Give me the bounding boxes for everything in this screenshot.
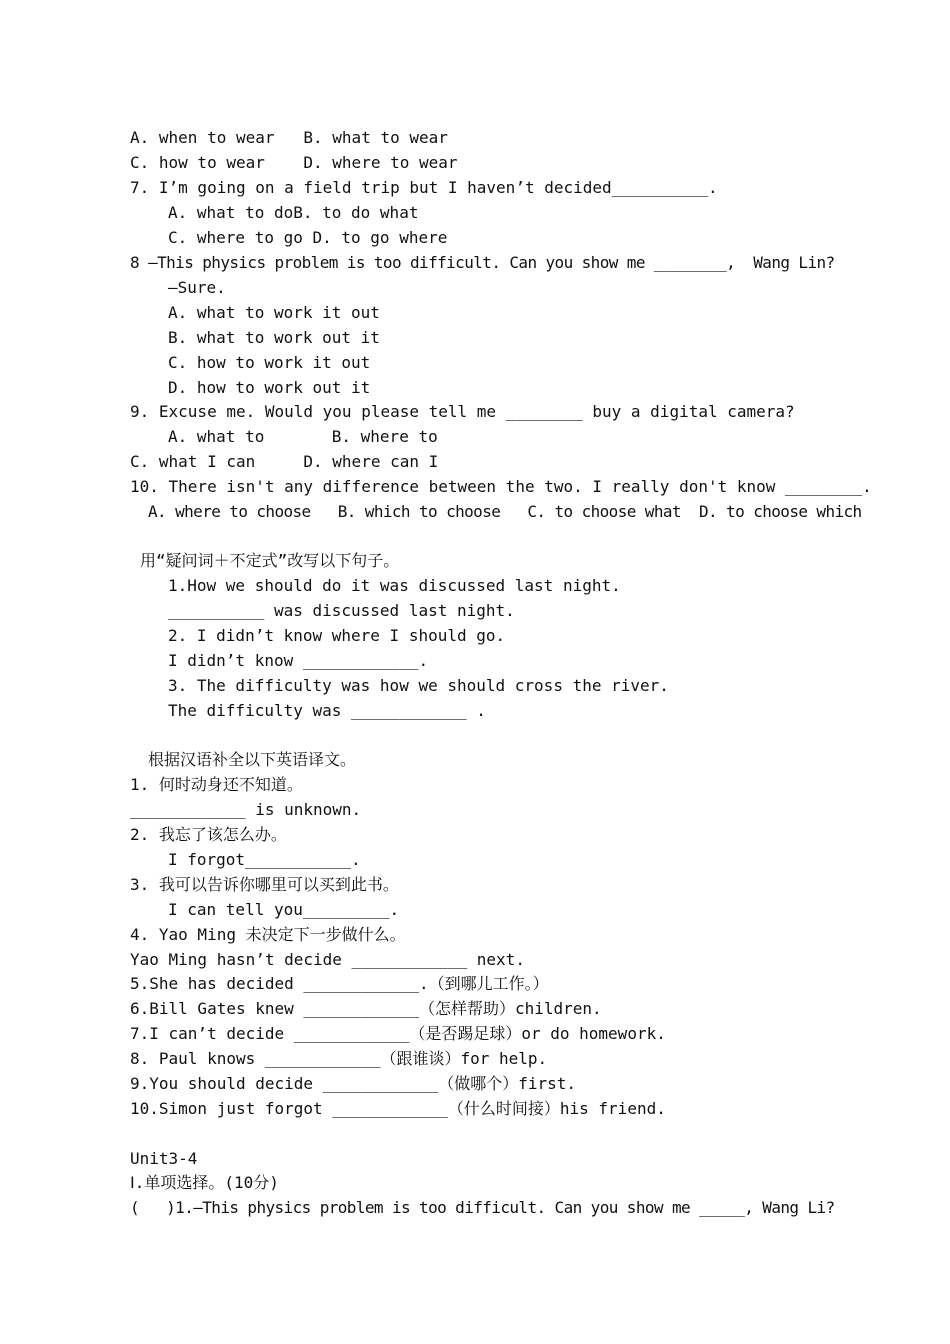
rewrite-item-2-blank: I didn’t know ____________. bbox=[168, 651, 429, 670]
translate-item-8: 8. Paul knows ____________（跟谁谈）for help. bbox=[130, 1049, 548, 1068]
translate-item-4: 4. Yao Ming 未决定下一步做什么。 bbox=[130, 925, 406, 944]
translate-item-3-blank: I can tell you_________. bbox=[168, 900, 400, 919]
translate-item-2: 2. 我忘了该怎么办。 bbox=[130, 825, 287, 844]
q10-options: A. where to choose B. which to choose C. to choose what D. to choose which bbox=[148, 502, 862, 521]
rewrite-item-1-blank: __________ was discussed last night. bbox=[168, 601, 515, 620]
translate-item-6: 6.Bill Gates knew ____________（怎样帮助）children. bbox=[130, 999, 602, 1018]
q8-option-a: A. what to work it out bbox=[168, 303, 380, 322]
q8-option-d: D. how to work out it bbox=[168, 378, 371, 397]
q7-options-ab: A. what to doB. to do what bbox=[168, 203, 419, 222]
rewrite-section-heading: 用“疑问词＋不定式”改写以下句子。 bbox=[140, 551, 400, 570]
q8-question: 8 —This physics problem is too difficult. Can you show me ________, Wang Lin? bbox=[130, 253, 835, 272]
q9-options-cd: C. what I can D. where can I bbox=[130, 452, 439, 471]
rewrite-item-3-blank: The difficulty was ____________ . bbox=[168, 701, 486, 720]
q8-answer: —Sure. bbox=[168, 278, 226, 297]
q9-options-ab: A. what to B. where to bbox=[168, 427, 438, 446]
section-1-heading: Ⅰ.单项选择。(10分) bbox=[130, 1173, 279, 1192]
unit-q1-question: ( )1.—This physics problem is too difficult. Can you show me _____, Wang Li? bbox=[130, 1198, 835, 1217]
translate-item-9: 9.You should decide ____________（做哪个）first. bbox=[130, 1074, 577, 1093]
q7-options-cd: C. where to go D. to go where bbox=[168, 228, 448, 247]
translate-item-1: 1. 何时动身还不知道。 bbox=[130, 775, 303, 794]
unit-heading: Unit3-4 bbox=[130, 1149, 198, 1168]
q6-options-ab: A. when to wear B. what to wear bbox=[130, 128, 448, 147]
translate-item-3: 3. 我可以告诉你哪里可以买到此书。 bbox=[130, 875, 399, 894]
translate-item-4-blank: Yao Ming hasn’t decide ____________ next. bbox=[130, 950, 525, 969]
rewrite-item-1: 1.How we should do it was discussed last night. bbox=[168, 576, 621, 595]
q8-option-b: B. what to work out it bbox=[168, 328, 380, 347]
q7-question: 7. I’m going on a field trip but I haven’t decided__________. bbox=[130, 178, 718, 197]
q10-question: 10. There isn't any difference between the two. I really don't know ________. bbox=[130, 477, 872, 496]
translate-item-5: 5.She has decided ____________.（到哪儿工作。） bbox=[130, 974, 549, 993]
translate-item-1-blank: ____________ is unknown. bbox=[130, 800, 362, 819]
translate-item-7: 7.I can’t decide ____________（是否踢足球）or do homework. bbox=[130, 1024, 666, 1043]
q6-options-cd: C. how to wear D. where to wear bbox=[130, 153, 458, 172]
translate-item-2-blank: I forgot___________. bbox=[168, 850, 361, 869]
q9-question: 9. Excuse me. Would you please tell me ________ buy a digital camera? bbox=[130, 402, 795, 421]
translate-section-heading: 根据汉语补全以下英语译文。 bbox=[148, 750, 357, 769]
rewrite-item-2: 2. I didn’t know where I should go. bbox=[168, 626, 506, 645]
q8-option-c: C. how to work it out bbox=[168, 353, 371, 372]
rewrite-item-3: 3. The difficulty was how we should cross the river. bbox=[168, 676, 669, 695]
translate-item-10: 10.Simon just forgot ____________（什么时间接）his friend. bbox=[130, 1099, 666, 1118]
